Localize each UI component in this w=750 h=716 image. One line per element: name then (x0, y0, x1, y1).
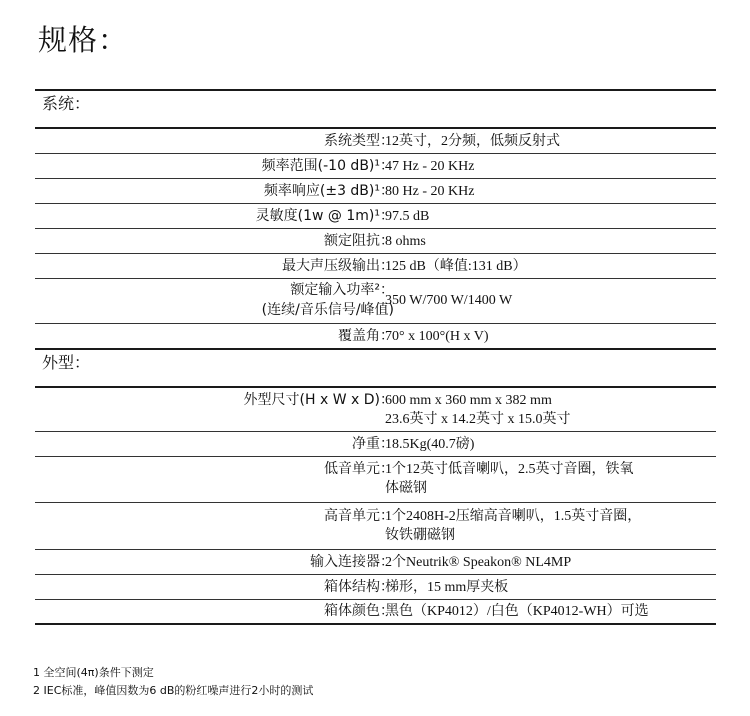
section-divider (35, 348, 716, 350)
spec-label: 频率范围(-10 dB)¹： (261, 158, 394, 174)
spec-label: 外型尺寸(H x W x D)： (243, 392, 394, 408)
spec-value: 8 ohms (385, 234, 426, 249)
section-title-exterior: 外型： (42, 353, 91, 372)
spec-value: 80 Hz - 20 KHz (385, 184, 475, 199)
spec-label: 高音单元： (324, 508, 394, 524)
table-header-rule (35, 127, 716, 129)
row-divider (35, 549, 716, 550)
spec-value: 18.5Kg(40.7磅) (385, 437, 475, 452)
row-divider (35, 574, 716, 575)
spec-value: 12英寸，2分频，低频反射式 (385, 134, 560, 149)
spec-label: 额定输入功率²： (290, 282, 394, 298)
section-divider (35, 89, 716, 91)
spec-label: 箱体结构： (324, 579, 394, 595)
row-divider (35, 323, 716, 324)
row-divider (35, 228, 716, 229)
spec-label: 净重： (352, 436, 394, 452)
spec-label: 覆盖角： (338, 328, 394, 344)
spec-value: 70° x 100°(H x V) (385, 329, 489, 344)
section-title-system: 系统： (42, 94, 91, 113)
page-title: 规格： (38, 23, 129, 57)
footnote: 2 IEC标准，峰值因数为6 dB的粉红噪声进行2小时的测试 (33, 684, 314, 697)
spec-label: 灵敏度(1w @ 1m)¹： (255, 208, 394, 224)
spec-label: 箱体颜色： (324, 603, 394, 619)
spec-value: 黑色（KP4012）/白色（KP4012-WH）可选 (385, 604, 649, 619)
spec-value: 1个12英寸低音喇叭，2.5英寸音圈，铁氧 体磁钢 (385, 462, 634, 496)
row-divider (35, 502, 716, 503)
table-bottom-rule (35, 623, 716, 625)
spec-label: 低音单元： (324, 461, 394, 477)
spec-label: 输入连接器： (310, 554, 394, 570)
spec-label: 最大声压级输出： (282, 258, 394, 274)
spec-value: 1个2408H-2压缩高音喇叭，1.5英寸音圈， 钕铁硼磁钢 (385, 509, 642, 543)
row-divider (35, 599, 716, 600)
spec-value: 600 mm x 360 mm x 382 mm 23.6英寸 x 14.2英寸 x 15.0英寸 (385, 393, 571, 427)
spec-label-continued: (连续/音乐信号/峰值) (261, 302, 394, 318)
spec-value: 47 Hz - 20 KHz (385, 159, 475, 174)
spec-value: 梯形，15 mm厚夹板 (385, 580, 509, 595)
row-divider (35, 153, 716, 154)
row-divider (35, 278, 716, 279)
spec-label: 频率响应(±3 dB)¹： (263, 183, 394, 199)
row-divider (35, 431, 716, 432)
row-divider (35, 203, 716, 204)
footnote: 1 全空间(4π)条件下测定 (33, 666, 154, 679)
spec-value: 2个Neutrik® Speakon® NL4MP (385, 555, 572, 570)
footnotes (33, 664, 313, 700)
spec-value: 97.5 dB (385, 209, 430, 224)
spec-label: 额定阻抗： (324, 233, 394, 249)
row-divider (35, 253, 716, 254)
row-divider (35, 456, 716, 457)
table-header-rule (35, 386, 716, 388)
spec-value: 125 dB（峰值:131 dB） (385, 259, 527, 274)
spec-label: 系统类型： (324, 133, 394, 149)
row-divider (35, 178, 716, 179)
spec-value: 350 W/700 W/1400 W (385, 293, 513, 308)
